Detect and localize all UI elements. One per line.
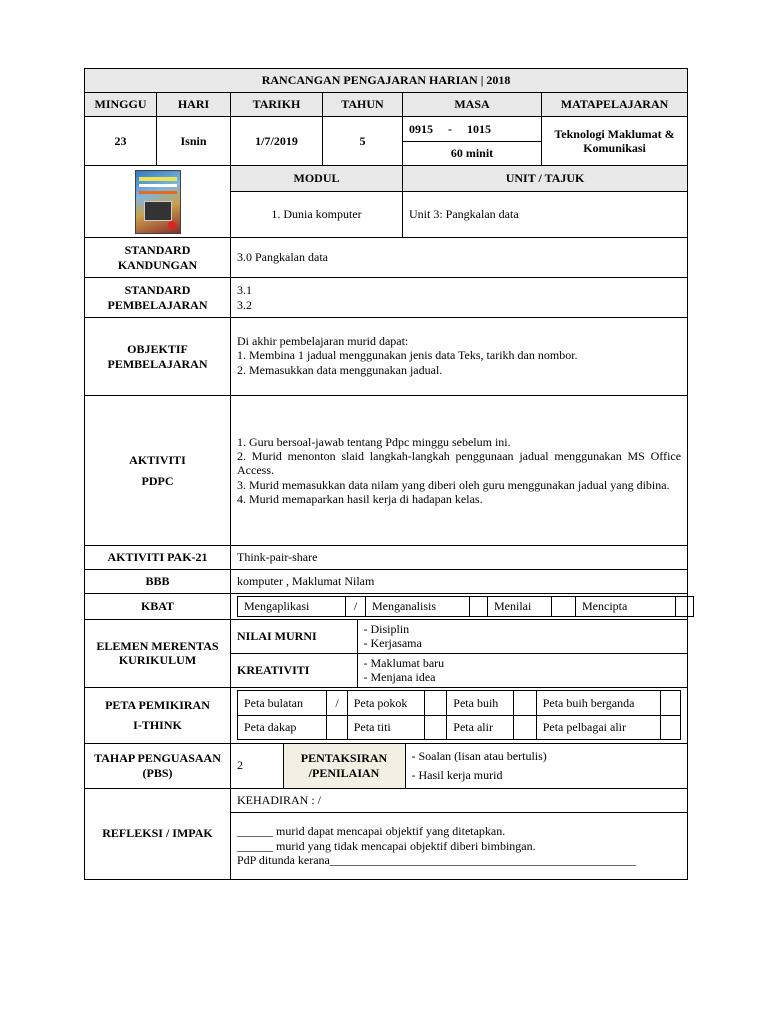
kreativiti-values — [357, 653, 687, 686]
tarikh-header: TARIKH — [231, 93, 323, 117]
subjek-value: Teknologi Maklumat & Komunikasi — [542, 117, 688, 166]
pentaksiran-item: - Soalan (lisan atau bertulis) — [411, 749, 547, 764]
refleksi-line[interactable]: ______ murid yang tidak mencapai objektif diberi bimbingan. — [237, 838, 536, 853]
masa-time — [403, 117, 541, 141]
tahap-value: 2 — [237, 758, 243, 773]
aktiviti-label-2: PDPC — [141, 473, 174, 488]
peta-options — [231, 687, 688, 743]
kbat-option: Menganalisis — [366, 597, 470, 616]
elemen-label: ELEMEN MERENTAS KURIKULUM — [85, 620, 231, 688]
objektif-label: OBJEKTIF PEMBELAJARAN — [85, 318, 231, 396]
modul-value: 1. Dunia komputer — [231, 192, 403, 238]
refleksi-line[interactable]: PdP ditunda kerana___________________________________________________ — [237, 853, 636, 867]
aktiviti-item: 3. Murid memasukkan data nilam yang diberi oleh guru menggunakan jadual yang dibina. — [237, 477, 670, 492]
peta-mark[interactable] — [327, 715, 347, 740]
peta-option: Peta bulatan — [238, 691, 327, 716]
tarikh-value: 1/7/2019 — [231, 117, 323, 166]
peta-option: Peta buih berganda — [536, 691, 660, 716]
kbat-option: Mencipta — [576, 597, 676, 616]
peta-label-1: PETA PEMIKIRAN — [105, 697, 210, 712]
page-title: RANCANGAN PENGAJARAN HARIAN | 2018 — [85, 69, 688, 93]
peta-mark[interactable]: / — [327, 691, 347, 716]
pak21-value: Think-pair-share — [231, 546, 688, 570]
masa-end: 1015 — [467, 121, 491, 136]
standard-pembelajaran-value — [231, 278, 688, 318]
minggu-header: MINGGU — [85, 93, 157, 117]
elemen-content — [231, 620, 688, 688]
aktiviti-label-1: AKTIVITI — [129, 453, 186, 468]
pak21-label: AKTIVITI PAK-21 — [85, 546, 231, 570]
masa-dash: - — [448, 121, 452, 136]
peta-option: Peta alir — [447, 715, 514, 740]
aktiviti-content — [231, 396, 688, 546]
nilai-item: - Disiplin — [363, 622, 410, 636]
peta-option: Peta titi — [347, 715, 424, 740]
unit-header: UNIT / TAJUK — [403, 166, 688, 192]
standard-kandungan-label: STANDARD KANDUNGAN — [85, 238, 231, 278]
kreativiti-label: KREATIVITI — [231, 653, 357, 686]
objektif-content — [231, 318, 688, 396]
minggu-value: 23 — [85, 117, 157, 166]
kbat-option: Menilai — [488, 597, 552, 616]
refleksi-label: REFLEKSI / IMPAK — [85, 788, 231, 879]
kehadiran[interactable]: KEHADIRAN : / — [231, 789, 687, 813]
lesson-plan-table — [84, 68, 688, 880]
objektif-intro: Di akhir pembelajaran murid dapat: — [237, 334, 409, 348]
textbook-cover-icon — [135, 170, 181, 234]
tahun-value: 5 — [323, 117, 403, 166]
bbb-value: komputer , Maklumat Nilam — [231, 570, 688, 594]
peta-mark[interactable] — [660, 715, 680, 740]
masa-header: MASA — [403, 93, 542, 117]
subjek-header: MATAPELAJARAN — [542, 93, 688, 117]
peta-label — [85, 687, 231, 743]
hari-value: Isnin — [157, 117, 231, 166]
kbat-mark[interactable] — [470, 597, 488, 616]
pentaksiran-item: - Hasil kerja murid — [411, 767, 503, 782]
nilai-murni-label: NILAI MURNI — [231, 620, 357, 653]
peta-mark[interactable] — [424, 691, 446, 716]
peta-option: Peta dakap — [238, 715, 327, 740]
refleksi-content — [231, 788, 688, 879]
kbat-mark[interactable] — [676, 597, 694, 616]
tahap-content — [231, 743, 688, 788]
peta-option: Peta pokok — [347, 691, 424, 716]
peta-mark[interactable] — [514, 715, 536, 740]
nilai-murni-values — [357, 620, 687, 653]
aktiviti-label — [85, 396, 231, 546]
kbat-mark[interactable] — [552, 597, 576, 616]
refleksi-line[interactable]: ______ murid dapat mencapai objektif yang ditetapkan. — [237, 824, 506, 839]
kbat-option: Mengaplikasi — [238, 597, 346, 616]
book-cover-cell — [85, 166, 231, 238]
peta-mark[interactable] — [660, 691, 680, 716]
modul-header: MODUL — [231, 166, 403, 192]
masa-cell — [403, 117, 542, 166]
kbat-options — [231, 594, 688, 620]
sp-item: 3.2 — [237, 297, 252, 312]
bbb-label: BBB — [85, 570, 231, 594]
refleksi-lines — [231, 813, 687, 879]
standard-pembelajaran-label: STANDARD PEMBELAJARAN — [85, 278, 231, 318]
peta-option: Peta pelbagai alir — [536, 715, 660, 740]
lesson-plan-page — [84, 68, 687, 880]
unit-value: Unit 3: Pangkalan data — [403, 192, 688, 238]
pentaksiran-label: PENTAKSIRAN /PENILAIAN — [283, 744, 405, 788]
aktiviti-item: 2. Murid menonton slaid langkah-langkah penggunaan jadual menggunakan MS Office Access. — [237, 448, 682, 478]
pentaksiran-values — [405, 744, 687, 788]
objektif-item: 1. Membina 1 jadual menggunakan jenis data Teks, tarikh dan nombor. — [237, 348, 578, 363]
peta-mark[interactable] — [514, 691, 536, 716]
masa-start: 0915 — [409, 121, 433, 136]
kreativiti-item: - Maklumat baru — [363, 655, 445, 670]
aktiviti-item: 4. Murid memaparkan hasil kerja di hadapan kelas. — [237, 492, 483, 507]
nilai-item: - Kerjasama — [363, 636, 422, 651]
peta-option: Peta buih — [447, 691, 514, 716]
objektif-item: 2. Memasukkan data menggunakan jadual. — [237, 362, 443, 377]
sp-item: 3.1 — [237, 283, 252, 298]
kbat-mark[interactable]: / — [346, 597, 366, 616]
kreativiti-item: - Menjana idea — [363, 670, 436, 685]
tahap-label: TAHAP PENGUASAAN (PBS) — [85, 743, 231, 788]
tahun-header: TAHUN — [323, 93, 403, 117]
duration: 60 minit — [450, 146, 494, 161]
kbat-label: KBAT — [85, 594, 231, 620]
peta-label-2: I-THINK — [133, 718, 182, 733]
peta-mark[interactable] — [424, 715, 446, 740]
standard-kandungan-value: 3.0 Pangkalan data — [231, 238, 688, 278]
hari-header: HARI — [157, 93, 231, 117]
aktiviti-item: 1. Guru bersoal-jawab tentang Pdpc minggu sebelum ini. — [237, 434, 511, 449]
